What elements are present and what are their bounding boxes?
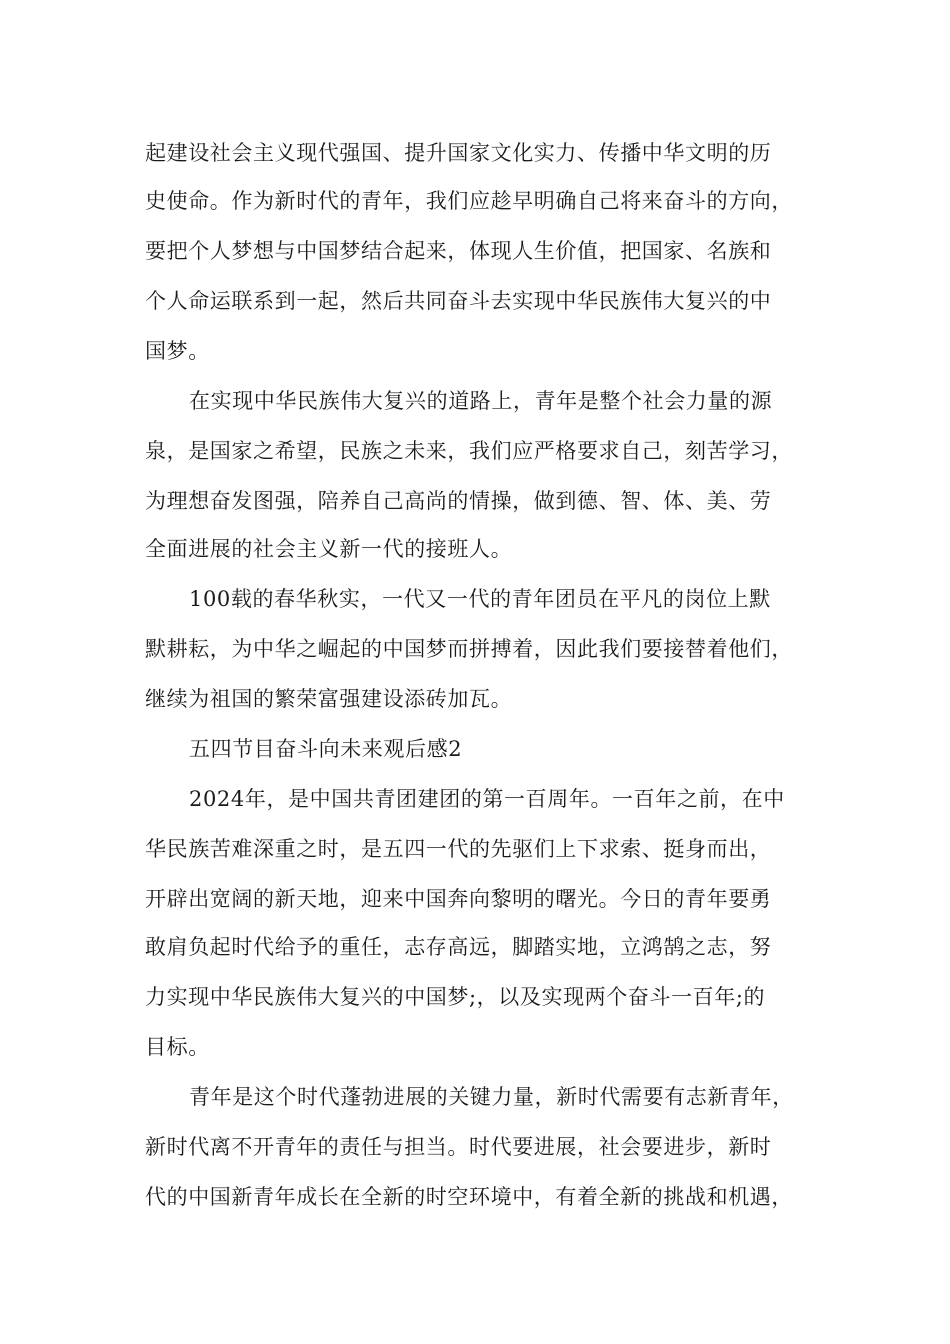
section-heading: 五四节目奋斗向未来观后感2 — [189, 737, 463, 761]
text-line: 史使命。作为新时代的青年，我们应趁早明确自己将来奋斗的方向， — [145, 189, 793, 213]
text-line: 泉，是国家之希望，民族之未来，我们应严格要求自己，刻苦学习， — [145, 439, 793, 463]
text-line: 继续为祖国的繁荣富强建设添砖加瓦。 — [145, 687, 513, 711]
text-line: 新时代离不开青年的责任与担当。时代要进展，社会要进步，新时 — [145, 1135, 772, 1159]
text-line: 为理想奋发图强，陪养自己高尚的情操，做到德、智、体、美、劳 — [145, 489, 772, 513]
paragraph-start-line: 2024年，是中国共青团建团的第一百周年。一百年之前，在中 — [189, 787, 785, 811]
text-line: 目标。 — [145, 1035, 210, 1059]
paragraph-start-line: 在实现中华民族伟大复兴的道路上，青年是整个社会力量的源 — [189, 389, 773, 413]
text-line: 起建设社会主义现代强国、提升国家文化实力、传播中华文明的历 — [145, 141, 772, 165]
text-line: 代的中国新青年成长在全新的时空环境中，有着全新的挑战和机遇， — [145, 1185, 793, 1209]
text-line: 力实现中华民族伟大复兴的中国梦;，以及实现两个奋斗一百年;的 — [145, 985, 766, 1009]
text-line: 开辟出宽阔的新天地，迎来中国奔向黎明的曙光。今日的青年要勇 — [145, 887, 772, 911]
paragraph-start-line: 100载的春华秋实，一代又一代的青年团员在平凡的岗位上默 — [189, 587, 771, 611]
text-line: 国梦。 — [145, 339, 210, 363]
text-line: 个人命运联系到一起，然后共同奋斗去实现中华民族伟大复兴的中 — [145, 289, 772, 313]
text-line: 敢肩负起时代给予的重任，志存高远，脚踏实地，立鸿鹄之志，努 — [145, 935, 772, 959]
text-line: 要把个人梦想与中国梦结合起来，体现人生价值，把国家、名族和 — [145, 239, 772, 263]
text-line: 华民族苦难深重之时，是五四一代的先驱们上下求索、挺身而出， — [145, 837, 772, 861]
text-line: 全面进展的社会主义新一代的接班人。 — [145, 537, 513, 561]
paragraph-start-line: 青年是这个时代蓬勃进展的关键力量，新时代需要有志新青年， — [189, 1085, 794, 1109]
text-line: 默耕耘，为中华之崛起的中国梦而拼搏着，因此我们要接替着他们， — [145, 637, 793, 661]
